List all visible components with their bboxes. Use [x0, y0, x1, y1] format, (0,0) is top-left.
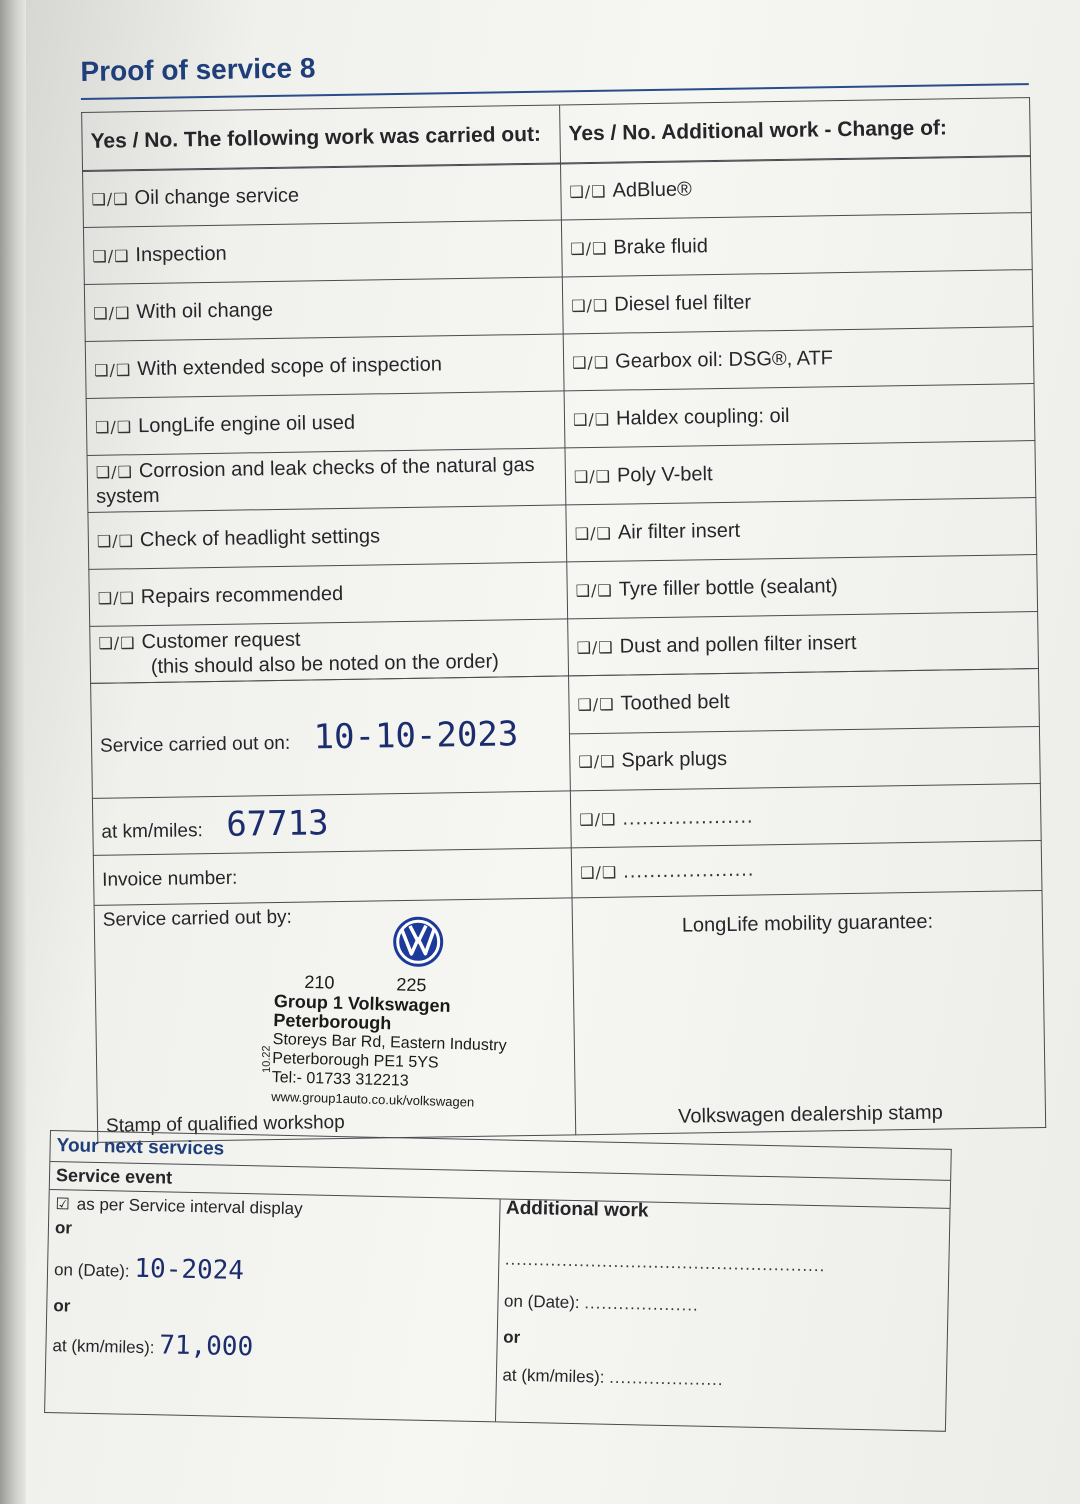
right-item[interactable]	[565, 441, 1036, 505]
left-item-label: Check of headlight settings	[139, 524, 381, 551]
next-services-box	[44, 1130, 952, 1432]
checkbox-icon[interactable]: ❑/❑	[96, 530, 135, 551]
right-item-label: Gearbox oil: DSG®, ATF	[615, 346, 834, 373]
stamp-line: Tel:- 01733 312213	[271, 1068, 409, 1090]
checkbox-icon[interactable]: ❑/❑	[570, 238, 608, 258]
service-by-label: Service carried out by:	[102, 906, 293, 931]
right-item[interactable]	[569, 669, 1040, 734]
right-item[interactable]	[569, 726, 1040, 791]
left-item-label: Oil change service	[134, 184, 300, 209]
add-on-date-dots[interactable]: ....................	[584, 1293, 699, 1315]
stamp-line: www.group1auto.co.uk/volkswagen	[271, 1088, 475, 1110]
or-label: or	[503, 1327, 521, 1347]
checkbox-icon[interactable]: ❑/❑	[569, 181, 607, 201]
checkbox-icon[interactable]: ❑/❑	[579, 862, 618, 883]
left-item-label: Repairs recommended	[140, 582, 344, 608]
service-info	[90, 668, 1046, 1143]
left-item-label: Corrosion and leak checks of the natural gas system	[95, 453, 535, 508]
left-item-label: LongLife engine oil used	[137, 411, 356, 437]
checkbox-icon[interactable]: ❑/❑	[578, 751, 616, 772]
left-item[interactable]	[87, 448, 566, 513]
book-spine	[0, 0, 26, 1504]
left-item[interactable]	[88, 505, 567, 570]
right-item[interactable]	[563, 327, 1034, 391]
service-date-label: Service carried out on:	[99, 732, 291, 757]
dealer-stamp-cell	[572, 890, 1046, 1134]
left-item[interactable]	[85, 334, 564, 399]
dealer-stamp-label: Volkswagen dealership stamp	[678, 1101, 943, 1128]
right-item[interactable]	[560, 156, 1031, 220]
checkbox-icon[interactable]: ❑/❑	[94, 359, 132, 380]
right-item-label: ....................	[623, 858, 755, 883]
left-item[interactable]	[83, 163, 562, 228]
or-label: or	[54, 1218, 73, 1238]
mileage-value[interactable]: 67713	[225, 803, 329, 845]
service-event-label: Service event	[50, 1162, 950, 1209]
checkbox-icon[interactable]: ❑/❑	[94, 416, 133, 437]
guarantee-label: LongLife mobility guarantee:	[681, 910, 934, 937]
checkbox-checked-icon[interactable]: ☑	[55, 1194, 71, 1214]
workshop-stamp-cell	[94, 898, 576, 1142]
left-item-label: Inspection	[135, 242, 227, 266]
right-header: Yes / No. Additional work - Change of:	[560, 98, 1031, 164]
add-at-miles-label: at (km/miles):	[502, 1365, 605, 1387]
additional-work-line[interactable]: ........................................................	[504, 1249, 826, 1276]
right-item[interactable]	[570, 784, 1041, 848]
add-on-date-label: on (Date):	[503, 1291, 580, 1313]
right-item-label: Brake fluid	[613, 234, 709, 259]
checkbox-icon[interactable]: ❑/❑	[91, 188, 129, 209]
service-form	[80, 25, 1040, 1137]
right-item-label: Toothed belt	[620, 690, 730, 715]
right-item[interactable]	[571, 841, 1042, 898]
right-item[interactable]	[567, 555, 1038, 619]
right-item[interactable]	[562, 270, 1033, 334]
stamp-line: Group 1 Volkswagen	[273, 991, 451, 1016]
right-item-label: AdBlue®	[612, 177, 692, 202]
left-item[interactable]	[84, 277, 563, 342]
stamp-number-right: 225	[396, 974, 427, 996]
page	[26, 0, 1080, 1504]
stamp-side-text: 10.22	[260, 1045, 274, 1074]
left-item-label: With oil change	[136, 298, 274, 323]
on-date-value[interactable]: 10-2024	[134, 1253, 245, 1287]
right-item[interactable]	[564, 384, 1035, 448]
right-item[interactable]	[568, 612, 1039, 676]
right-item-label: Spark plugs	[621, 748, 728, 772]
right-item-label: Haldex coupling: oil	[615, 404, 790, 430]
left-header: Yes / No. The following work was carried out:	[82, 105, 561, 172]
add-at-miles-dots[interactable]: ....................	[608, 1367, 724, 1390]
left-item[interactable]	[86, 391, 565, 456]
left-item[interactable]	[90, 619, 569, 684]
stamp-label: Stamp of qualified workshop	[105, 1111, 345, 1137]
next-service-left	[45, 1190, 499, 1421]
interval-label: as per Service interval display	[76, 1194, 303, 1219]
left-item-sublabel: (this should also be noted on the order)	[150, 649, 499, 678]
right-item-label: Tyre filler bottle (sealant)	[618, 574, 838, 601]
checkbox-icon[interactable]: ❑/❑	[93, 302, 131, 323]
checkbox-icon[interactable]: ❑/❑	[573, 466, 612, 486]
page-title: Proof of service 8	[80, 52, 316, 87]
checkbox-icon[interactable]: ❑/❑	[576, 637, 614, 657]
service-date-value[interactable]: 10-10-2023	[313, 714, 519, 758]
right-item-label: ....................	[622, 805, 754, 830]
left-item-label: Customer request	[141, 628, 301, 653]
checkbox-icon[interactable]: ❑/❑	[572, 409, 611, 429]
service-body	[82, 155, 1039, 684]
or-label: or	[53, 1296, 71, 1316]
right-item-label: Diesel fuel filter	[614, 290, 752, 316]
next-services-title: Your next services	[50, 1131, 950, 1181]
right-item-label: Air filter insert	[617, 519, 741, 544]
invoice-cell	[93, 848, 572, 906]
stamp-line: Storeys Bar Rd, Eastern Industry	[272, 1030, 507, 1055]
checkbox-icon[interactable]: ❑/❑	[97, 587, 135, 608]
workshop-stamp	[271, 972, 509, 1112]
checkbox-icon[interactable]: ❑/❑	[571, 352, 610, 372]
mileage-label: at km/miles:	[101, 820, 203, 843]
next-service-right	[494, 1199, 949, 1430]
service-date-cell	[91, 676, 571, 798]
right-item-label: Dust and pollen filter insert	[619, 631, 857, 658]
vw-logo-icon	[391, 914, 446, 969]
mileage-cell	[92, 791, 571, 856]
right-item-label: Poly V-belt	[616, 462, 713, 487]
checkbox-icon[interactable]: ❑/❑	[98, 632, 136, 653]
checkbox-icon[interactable]: ❑/❑	[92, 245, 130, 266]
at-miles-value[interactable]: 71,000	[158, 1330, 254, 1363]
checkbox-icon[interactable]: ❑/❑	[579, 809, 617, 829]
right-item[interactable]	[566, 498, 1037, 562]
checkbox-icon[interactable]: ❑/❑	[95, 461, 134, 482]
stamp-line: Peterborough PE1 5YS	[272, 1049, 439, 1072]
checkbox-icon[interactable]: ❑/❑	[575, 580, 613, 600]
left-item-label: With extended scope of inspection	[137, 352, 443, 380]
left-item[interactable]	[83, 220, 562, 285]
checkbox-icon[interactable]: ❑/❑	[574, 523, 613, 543]
on-date-label: on (Date):	[53, 1260, 130, 1281]
stamp-line: Peterborough	[273, 1010, 392, 1034]
invoice-label: Invoice number:	[102, 867, 238, 891]
at-miles-label: at (km/miles):	[52, 1336, 155, 1358]
checkbox-icon[interactable]: ❑/❑	[577, 694, 615, 715]
checkbox-icon[interactable]: ❑/❑	[571, 295, 609, 315]
additional-work-label: Additional work	[505, 1197, 649, 1222]
left-item[interactable]	[89, 562, 568, 627]
stamp-number-left: 210	[304, 971, 335, 993]
right-item[interactable]	[561, 213, 1032, 277]
